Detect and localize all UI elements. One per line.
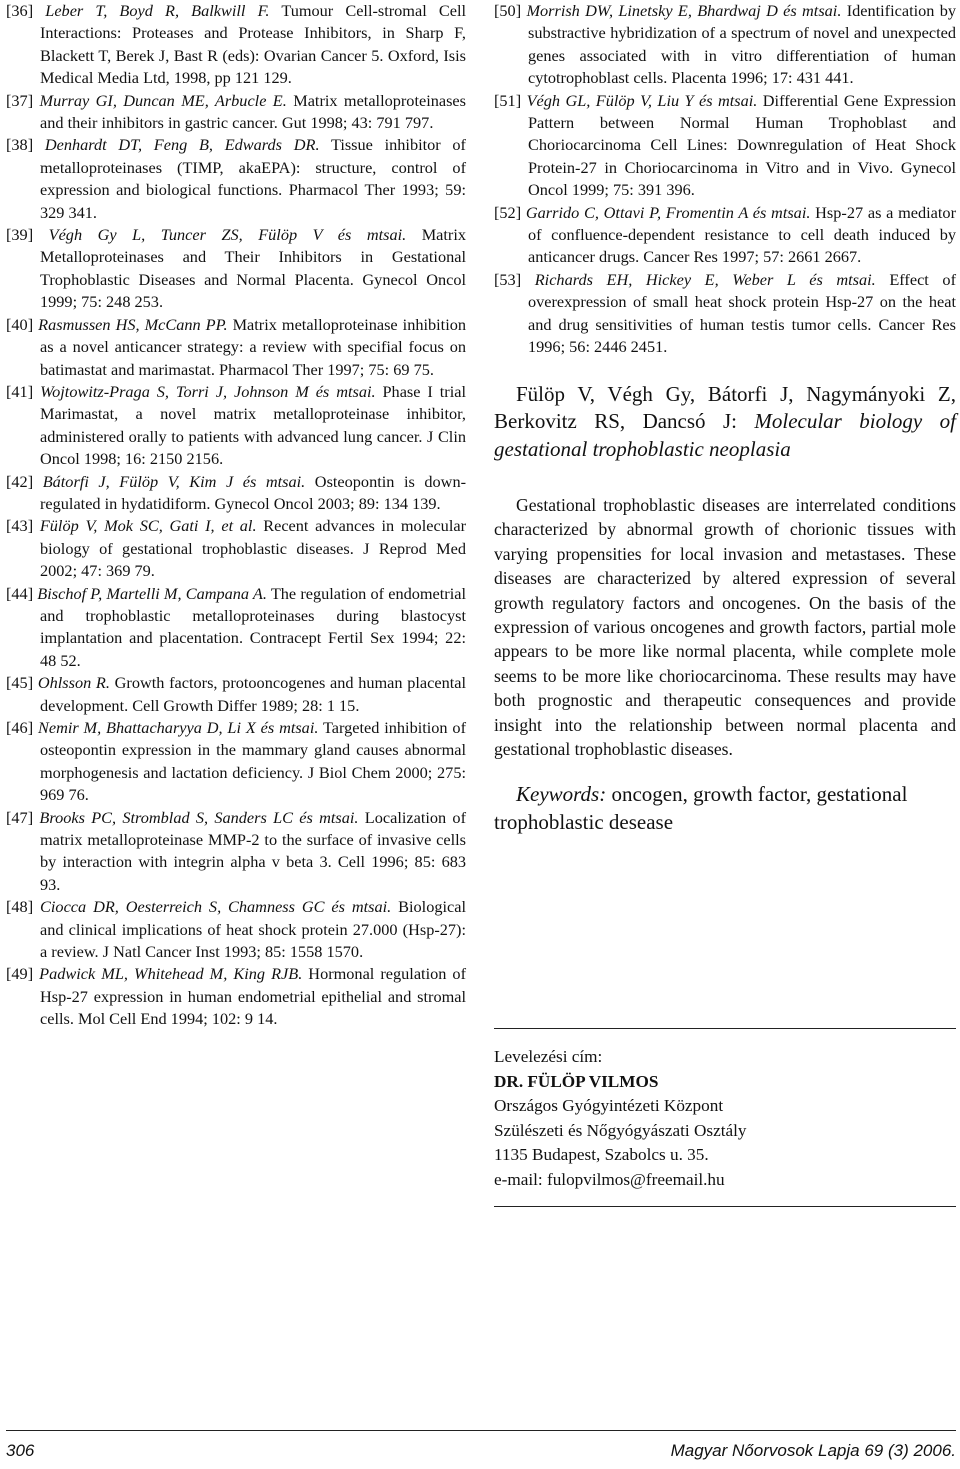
reference-authors: Rasmussen HS, McCann PP. bbox=[38, 314, 228, 334]
reference-text: Recent advances in molecular biology of gestational trophoblastic diseases. J Reprod Med 2002; 47: 369 79. bbox=[40, 516, 466, 581]
reference-text: Differential Gene Expression Pattern between Normal Human Trophoblast and Choriocarcinoma Cell Lines: Downregulation of Heat Shock Protein-27 in Choriocarcinoma in Vitro and in Vivo. Gynecol Oncol 1999; 75: 391 396. bbox=[528, 90, 956, 200]
abstract: Gestational trophoblastic diseases are interrelated conditions characterized by abnormal growth of chorionic tissues with varying propensities for local invasion and metastases. These diseases are characterized by altered expression of several growth regulatory factors and oncogenes. On the basis of the expression of various oncogenes and growth factors, partial mole appears to be more like normal placenta, while complete mole seems to be more like choriocarcinoma. These results may have both prognostic and therapeutic consequences and provide insight into the relationship between normal placenta and gestational trophoblastic diseases. bbox=[494, 495, 956, 760]
reference-number: [37] bbox=[6, 90, 34, 110]
reference-item bbox=[6, 515, 466, 582]
reference-item bbox=[6, 717, 466, 807]
reference-text: Matrix Metalloproteinases and Their Inhibitors in Gestational Trophoblastic Diseases and Normal Placenta. Gynecol Oncol 1999; 75: 248 253. bbox=[40, 225, 467, 312]
reference-item bbox=[6, 224, 466, 314]
reference-item bbox=[6, 134, 466, 224]
reference-number: [42] bbox=[6, 471, 34, 491]
correspondence-bottom-rule bbox=[494, 1206, 956, 1207]
page-number: 306 bbox=[6, 1441, 35, 1460]
reference-authors: Richards EH, Hickey E, Weber L és mtsai. bbox=[534, 269, 876, 289]
correspondence-box bbox=[494, 1028, 956, 1207]
reference-number: [41] bbox=[6, 381, 34, 401]
keywords bbox=[494, 781, 956, 836]
reference-authors: Bátorfi J, Fülöp V, Kim J és mtsai. bbox=[42, 471, 306, 491]
reference-authors: Ciocca DR, Oesterreich S, Chamness GC és mtsai. bbox=[40, 897, 392, 917]
reference-text: Hormonal regulation of Hsp-27 expression in human endometrial epithelial and stromal cells. Mol Cell End 1994; 102: 9 14. bbox=[40, 964, 466, 1029]
reference-authors: Murray GI, Duncan ME, Arbucle E. bbox=[39, 90, 287, 110]
reference-item bbox=[6, 0, 466, 90]
correspondence-address bbox=[494, 1029, 956, 1206]
reference-authors: Végh Gy L, Tuncer ZS, Fülöp V és mtsai. bbox=[48, 225, 407, 245]
reference-authors: Padwick ML, Whitehead M, King RJB. bbox=[39, 964, 303, 984]
reference-list-left bbox=[6, 0, 466, 1031]
reference-text: Targeted inhibition of osteopontin expression in the mammary gland causes abnormal morphogenesis and lactation deficiency. J Biol Chem 2000; 275: 969 76. bbox=[40, 718, 466, 805]
reference-text: The regulation of endometrial and trophoblastic metalloproteinases during blastocyst implantation and placentation. Contracept Fertil Sex 1994; 22: 48 52. bbox=[40, 583, 466, 670]
footer-rule bbox=[6, 1430, 956, 1431]
reference-number: [53] bbox=[494, 269, 522, 289]
article-title-block bbox=[494, 381, 956, 464]
reference-text: Phase I trial Marimastat, a novel matrix metalloproteinase inhibitor, administered orally to patients with advanced lung cancer. J Clin Oncol 1998; 16: 2150 2156. bbox=[40, 381, 467, 469]
reference-text: Effect of overexpression of small heat shock protein Hsp-27 on the heat and drug sensitivities of human testis tumor cells. Cancer Res 1996; 56: 2446 2451. bbox=[528, 269, 956, 357]
reference-list-right bbox=[494, 0, 956, 359]
reference-item bbox=[6, 807, 466, 897]
reference-item bbox=[494, 202, 956, 269]
reference-item bbox=[494, 90, 956, 202]
reference-text: Hsp-27 as a mediator of confluence-dependent resistance to cell death induced by anticancer drugs. Cancer Res 1997; 57: 2661 2667. bbox=[528, 202, 956, 267]
reference-text: Osteopontin is down-regulated in hydatidiform. Gynecol Oncol 2003; 89: 134 139. bbox=[40, 471, 467, 513]
reference-item bbox=[6, 471, 466, 516]
reference-item bbox=[494, 269, 956, 359]
reference-item bbox=[6, 314, 466, 381]
reference-number: [36] bbox=[6, 1, 34, 20]
reference-text: Growth factors, protooncogenes and human placental development. Cell Growth Differ 1989; 28: 1 15. bbox=[40, 673, 466, 715]
reference-number: [50] bbox=[494, 1, 522, 20]
reference-number: [49] bbox=[6, 964, 34, 984]
reference-text: Biological and clinical implications of heat shock protein 27.000 (Hsp-27): a review. J Natl Cancer Inst 1993; 85: 1558 1570. bbox=[40, 897, 466, 962]
reference-authors: Leber T, Boyd R, Balkwill F. bbox=[45, 1, 270, 20]
reference-item bbox=[6, 672, 466, 717]
journal-citation: Magyar Nőorvosok Lapja 69 (3) 2006. bbox=[670, 1441, 956, 1460]
reference-authors: Garrido C, Ottavi P, Fromentin A és mtsai. bbox=[525, 202, 811, 222]
reference-item bbox=[494, 0, 956, 90]
correspondence-label: Levelezési cím: bbox=[494, 1047, 603, 1066]
reference-number: [40] bbox=[6, 314, 34, 334]
reference-number: [48] bbox=[6, 897, 34, 917]
reference-number: [46] bbox=[6, 718, 34, 737]
correspondence-department: Szülészeti és Nőgyógyászati Osztály bbox=[494, 1120, 747, 1140]
article-title: Molecular biology of gestational trophoblastic neoplasia bbox=[494, 409, 956, 461]
reference-authors: Morrish DW, Linetsky E, Bhardwaj D és mtsai. bbox=[526, 1, 842, 20]
correspondence-institution: Országos Gyógyintézeti Központ bbox=[494, 1096, 724, 1115]
reference-number: [43] bbox=[6, 516, 34, 536]
reference-text: Tissue inhibitor of metalloproteinases (TIMP, akaEPA): structure, control of expression and biological functions. Pharmacol Ther 1993; 59: 329 341. bbox=[40, 135, 466, 222]
reference-item bbox=[6, 896, 466, 963]
reference-number: [38] bbox=[6, 135, 34, 155]
reference-text: Identification by substractive hybridization of a spectrum of novel and unexpected genes associated with in vitro differentiation of human cytotrophoblast cells. Placenta 1996; 17: 431 441. bbox=[528, 1, 956, 88]
reference-item bbox=[6, 963, 466, 1030]
reference-number: [39] bbox=[6, 225, 34, 245]
reference-authors: Ohlsson R. bbox=[37, 673, 110, 693]
reference-authors: Nemir M, Bhattacharyya D, Li X és mtsai. bbox=[37, 718, 319, 737]
keywords-label: Keywords: bbox=[516, 782, 607, 807]
reference-number: [44] bbox=[6, 583, 34, 603]
reference-authors: Fülöp V, Mok SC, Gati I, et al. bbox=[39, 516, 257, 536]
reference-authors: Végh GL, Fülöp V, Liu Y és mtsai. bbox=[526, 90, 758, 110]
reference-item bbox=[6, 583, 466, 673]
reference-authors: Brooks PC, Stromblad S, Sanders LC és mtsai. bbox=[39, 807, 359, 827]
left-column bbox=[6, 0, 466, 1031]
page-footer bbox=[6, 1441, 956, 1465]
reference-text: Tumour Cell-stromal Cell Interactions: Proteases and Protease Inhibitors, in Sharp F, Blackett T, Berek J, Bast R (eds): Ovarian Cancer 5. Oxford, Isis Medical Media Ltd, 1998, pp 121 129. bbox=[40, 1, 466, 88]
reference-number: [47] bbox=[6, 807, 34, 827]
reference-text: Matrix metalloproteinases and their inhibitors in gastric cancer. Gut 1998; 43: 791 797. bbox=[40, 90, 466, 133]
reference-item bbox=[6, 90, 466, 135]
correspondence-address-line: 1135 Budapest, Szabolcs u. 35. bbox=[494, 1145, 709, 1164]
reference-authors: Bischof P, Martelli M, Campana A. bbox=[37, 583, 267, 603]
reference-text: Localization of matrix metalloproteinase MMP-2 to the surface of invasive cells by interaction with integrin alpha v beta 3. Cell 1996; 85: 683 93. bbox=[40, 807, 466, 894]
article-authors: Fülöp V, Végh Gy, Bátorfi J, Nagymányoki Z, Berkovitz RS, Dancsó J: bbox=[494, 381, 956, 433]
reference-authors: Wojtowitz-Praga S, Torri J, Johnson M és mtsai. bbox=[40, 381, 376, 401]
right-column bbox=[494, 0, 956, 836]
reference-text: Matrix metalloproteinase inhibition as a novel anticancer strategy: a review with specifial focus on batimastat and marimastat. Pharmacol Ther 1997; 75: 69 75. bbox=[40, 314, 466, 379]
reference-number: [45] bbox=[6, 673, 34, 693]
correspondence-name: DR. FÜLÖP VILMOS bbox=[494, 1071, 659, 1091]
correspondence-email: e-mail: fulopvilmos@freemail.hu bbox=[494, 1169, 725, 1189]
reference-number: [51] bbox=[494, 90, 522, 110]
keywords-text: oncogen, growth factor, gestational trophoblastic desease bbox=[494, 782, 908, 834]
reference-authors: Denhardt DT, Feng B, Edwards DR. bbox=[44, 135, 320, 155]
reference-number: [52] bbox=[494, 202, 522, 222]
reference-item bbox=[6, 381, 466, 471]
